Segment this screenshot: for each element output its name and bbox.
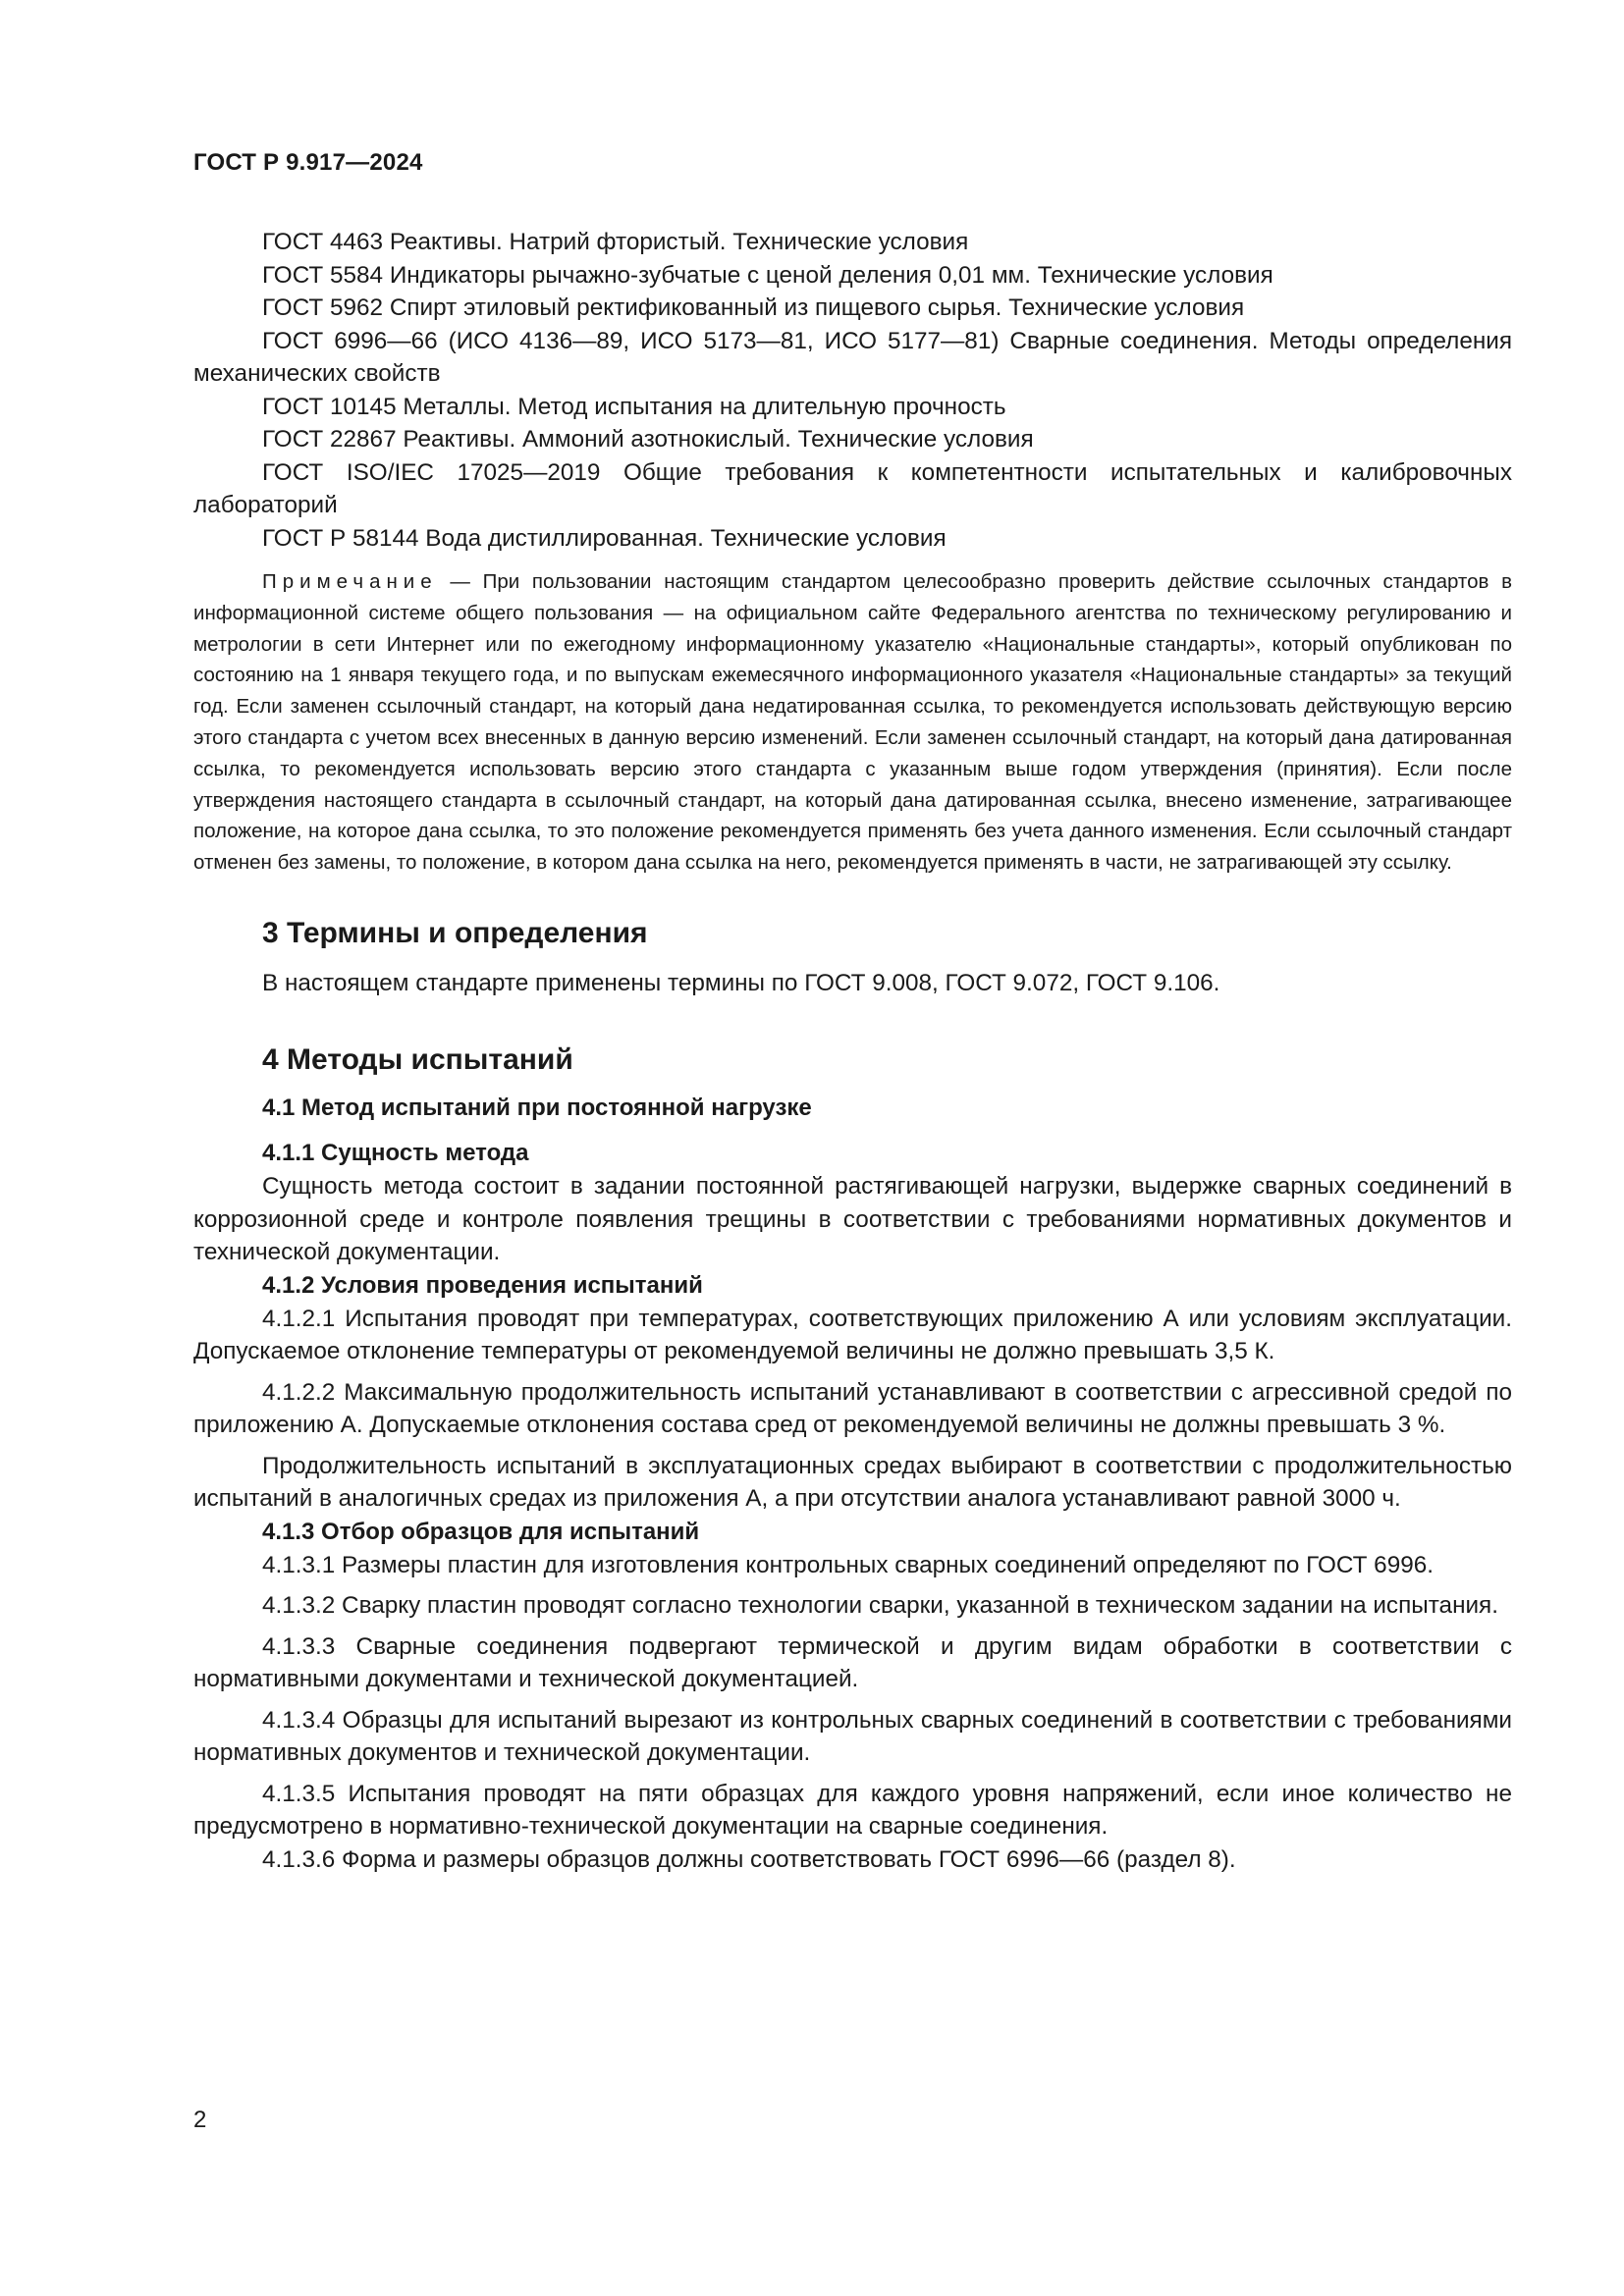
subsection-4-1-1-heading: 4.1.1 Сущность метода <box>262 1140 529 1167</box>
reference-item: ГОСТ 5584 Индикаторы рычажно-зубчатые с ценой деления 0,01 мм. Технические условия <box>262 261 1273 289</box>
paragraph: 4.1.3.6 Форма и размеры образцов должны соответствовать ГОСТ 6996—66 (раздел 8). <box>262 1845 1236 1873</box>
reference-item: ГОСТ Р 58144 Вода дистиллированная. Технические условия <box>262 524 947 552</box>
note-label: Примечание <box>262 570 438 593</box>
reference-item: ГОСТ 4463 Реактивы. Натрий фтористый. Технические условия <box>262 229 969 255</box>
paragraph: 4.1.2.2 Максимальную продолжительность испытаний устанавливают в соответствии с агрессивной средой по приложению А. Допускаемые отклонения состава сред от рекомендуемой величины не должны превышать 3 %. <box>193 1378 1512 1439</box>
paragraph: 4.1.3.4 Образцы для испытаний вырезают из контрольных сварных соединений в соответствии с требованиями нормативных документов и технической документации. <box>193 1706 1512 1767</box>
subsection-4-1-heading: 4.1 Метод испытаний при постоянной нагрузке <box>262 1095 812 1122</box>
section-4-heading: 4 Методы испытаний <box>262 1043 573 1077</box>
reference-item: ГОСТ 10145 Металлы. Метод испытания на длительную прочность <box>262 393 1006 420</box>
paragraph: 4.1.3.3 Сварные соединения подвергают термической и другим видам обработки в соответствии с нормативными документами и технической документацией. <box>193 1632 1512 1693</box>
paragraph: Продолжительность испытаний в эксплуатационных средах выбирают в соответствии с продолжительностью испытаний в аналогичных средах из приложения А, а при отсутствии аналога устанавливают равной 3000 ч. <box>193 1452 1512 1513</box>
note-text: — При пользовании настоящим стандартом целесообразно проверить действие ссылочных стандартов в информационной системе общего пользования — на официальном сайте Федерального агентства по техническому регулированию и метрологии в сети Интернет или по ежегодному информационному указателю «Национальные стандарты», который опубликован по состоянию на 1 января текущего года, и по выпускам ежемесячного информационного указателя «Национальные стандарты» за текущий год. Если заменен ссылочный стандарт, на который дана недатированная ссылка, то рекомендуется использовать действующую версию этого стандарта с учетом всех внесенных в данную версию изменений. Если заменен ссылочный стандарт, на который дана датированная ссылка, то рекомендуется использовать версию этого стандарта с указанным выше годом утверждения (принятия). Если после утверждения настоящего стандарта в ссылочный стандарт, на который дана датированная ссылка, внесено изменение, затрагивающее положение, на которое дана ссылка, то это положение рекомендуется применять без учета данного изменения. Если ссылочный стандарт отменен без замены, то положение, в котором дана ссылка на него, рекомендуется применять в части, не затрагивающей эту ссылку. <box>193 570 1512 875</box>
document-header: ГОСТ Р 9.917—2024 <box>193 149 423 176</box>
reference-item: ГОСТ 22867 Реактивы. Аммоний азотнокислый. Технические условия <box>262 426 1034 453</box>
paragraph: Сущность метода состоит в задании постоянной растягивающей нагрузки, выдержке сварных соединений в коррозионной среде и контроле появления трещины в соответствии с требованиями нормативных документов и технической документации. <box>193 1173 1512 1266</box>
paragraph: 4.1.2.1 Испытания проводят при температурах, соответствующих приложению А или условиям эксплуатации. Допускаемое отклонение температуры от рекомендуемой величины не должно превышать 3,5 К. <box>193 1305 1512 1365</box>
paragraph: 4.1.3.5 Испытания проводят на пяти образцах для каждого уровня напряжений, если иное количество не предусмотрено в нормативно-технической документации на сварные соединения. <box>193 1780 1512 1841</box>
reference-item: ГОСТ 6996—66 (ИСО 4136—89, ИСО 5173—81, ИСО 5177—81) Сварные соединения. Методы определения механических свойств <box>193 327 1512 387</box>
reference-item: ГОСТ 5962 Спирт этиловый ректификованный из пищевого сырья. Технические условия <box>262 294 1245 321</box>
section-3-heading: 3 Термины и определения <box>262 916 648 949</box>
page-number: 2 <box>193 2107 207 2133</box>
paragraph: 4.1.3.2 Сварку пластин проводят согласно технологии сварки, указанной в техническом задании на испытания. <box>262 1592 1498 1620</box>
subsection-4-1-2-heading: 4.1.2 Условия проведения испытаний <box>262 1271 703 1299</box>
reference-item: ГОСТ ISO/IEC 17025—2019 Общие требования к компетентности испытательных и калибровочных лабораторий <box>193 458 1512 518</box>
page-content <box>193 226 1512 1876</box>
paragraph: 4.1.3.1 Размеры пластин для изготовления контрольных сварных соединений определяют по ГОСТ 6996. <box>262 1551 1434 1578</box>
note-paragraph <box>193 566 1512 879</box>
section-3-text: В настоящем стандарте применены термины по ГОСТ 9.008, ГОСТ 9.072, ГОСТ 9.106. <box>262 969 1220 996</box>
subsection-4-1-3-heading: 4.1.3 Отбор образцов для испытаний <box>262 1518 700 1545</box>
